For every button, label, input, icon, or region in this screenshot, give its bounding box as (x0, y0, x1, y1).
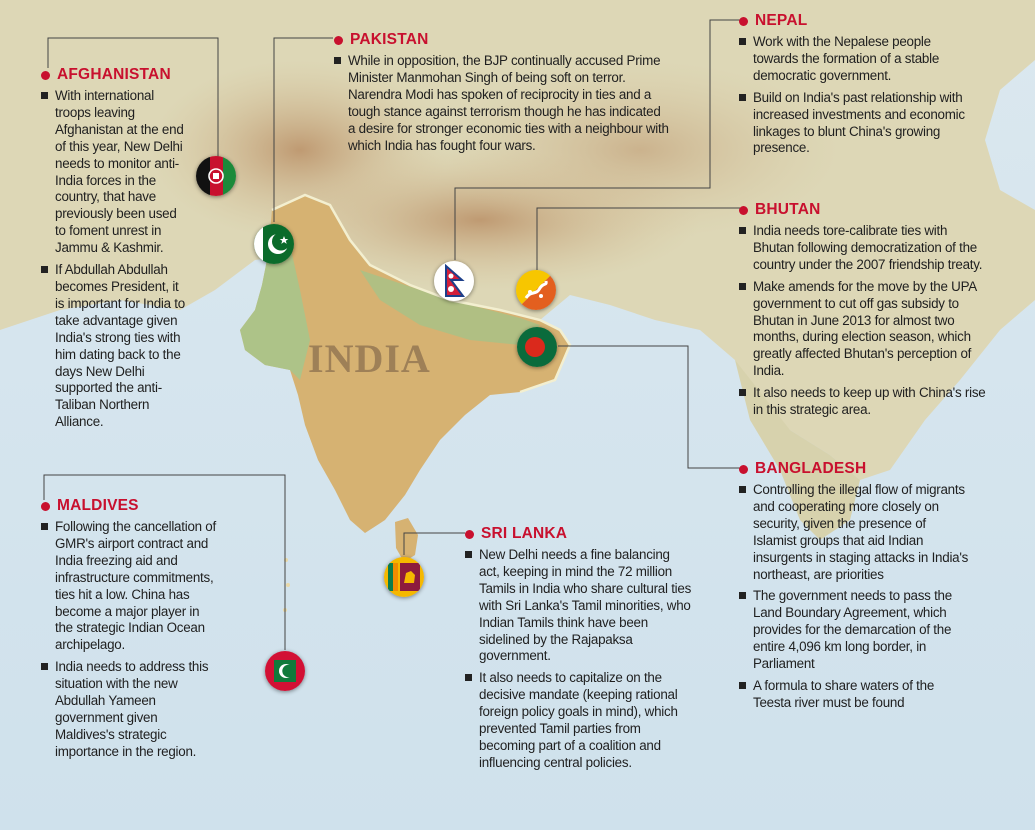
afghanistan-bullets (41, 88, 187, 431)
nepal-bullet-2: Build on India's past relationship with increased investments and economic linkages to blunt China's growing presence. (739, 90, 979, 158)
india-label: INDIA (308, 336, 431, 381)
bangladesh-flag-icon (517, 327, 557, 367)
bhutan-header (739, 201, 989, 219)
bullet-dot-icon (739, 206, 748, 215)
bullet-dot-icon (465, 530, 474, 539)
bhutan-bullet-3: It also needs to keep up with China's rise in this strategic area. (739, 385, 989, 419)
bangladesh-bullet-3: A formula to share waters of the Teesta river must be found (739, 678, 971, 712)
bangladesh-title: BANGLADESH (755, 460, 867, 477)
maldives-bullet-1: Following the cancellation of GMR's airport contract and India freezing aid and infrastructure commitments, ties hit a low. China has become a major player in the strategic Indian Ocean archipelago. (41, 519, 217, 654)
bhutan-bullets (739, 223, 989, 419)
bangladesh-bullets (739, 482, 971, 712)
nepal-flag-icon (434, 261, 474, 301)
bhutan-title: BHUTAN (755, 201, 821, 218)
pakistan-flag-icon (254, 224, 294, 264)
afghanistan-panel (41, 66, 187, 436)
bullet-dot-icon (739, 465, 748, 474)
maldives-atoll (286, 583, 290, 587)
pakistan-header (334, 31, 669, 49)
nepal-title: NEPAL (755, 12, 808, 29)
sri-lanka-bullet-2: It also needs to capitalize on the decisive mandate (keeping rational foreign policy goals in mind), which prevented Tamil parties from becoming part of a coalition and influencing central policies. (465, 670, 693, 771)
maldives-bullet-2: India needs to address this situation with the new Abdullah Yameen government given Maldives's strategic importance in the region. (41, 659, 217, 760)
bullet-dot-icon (739, 17, 748, 26)
bangladesh-bullet-1: Controlling the illegal flow of migrants and cooperating more closely on security, given the presence of Islamist groups that aid Indian insurgents in staging attacks in India's northeast, are priorities (739, 482, 971, 583)
bangladesh-bullet-2: The government needs to pass the Land Boundary Agreement, which provides for the demarcation of the entire 4,096 km long border, in Parliament (739, 588, 971, 673)
bhutan-panel (739, 201, 989, 424)
nepal-header (739, 12, 979, 30)
pakistan-title: PAKISTAN (350, 31, 429, 48)
sri-lanka-bullet-1: New Delhi needs a fine balancing act, keeping in mind the 72 million Tamils in India who share cultural ties with Sri Lanka's Tamil minorities, who Indian Tamils think have been sidelined by the Rajapaksa government. (465, 547, 693, 665)
sri-lanka-bullets (465, 547, 693, 772)
sri-lanka-header (465, 525, 693, 543)
bullet-dot-icon (41, 502, 50, 511)
bullet-dot-icon (334, 36, 343, 45)
maldives-title: MALDIVES (57, 497, 139, 514)
nepal-bullet-1: Work with the Nepalese people towards the formation of a stable democratic government. (739, 34, 979, 85)
sri-lanka-panel (465, 525, 693, 777)
nepal-panel (739, 12, 979, 162)
pakistan-bullets (334, 53, 669, 154)
bangladesh-panel (739, 460, 971, 717)
bullet-dot-icon (41, 71, 50, 80)
bhutan-bullet-2: Make amends for the move by the UPA government to cut off gas subsidy to Bhutan in June 2013 for almost two months, during election season, which greatly affected Bhutan's perception of India. (739, 279, 989, 380)
afghanistan-header (41, 66, 187, 84)
afghanistan-bullet-2: If Abdullah Abdullah becomes President, it is important for India to take advantage given India's strong ties with him dating back to the days New Delhi supported the anti-Taliban Northern Alliance. (41, 262, 187, 431)
bhutan-bullet-1: India needs tore-calibrate ties with Bhutan following democratization of the country under the 2007 friendship treaty. (739, 223, 989, 274)
maldives-header (41, 497, 217, 515)
pakistan-bullet-1: While in opposition, the BJP continually accused Prime Minister Manmohan Singh of being soft on terror. Narendra Modi has spoken of reciprocity in ties and a tough stance against terrorism though he has indicated a desire for stronger economic ties with a neighbour with which India has fought four wars. (334, 53, 669, 154)
bangladesh-header (739, 460, 971, 478)
nepal-bullets (739, 34, 979, 157)
bhutan-flag-icon (516, 270, 556, 310)
sri-lanka-flag-icon (384, 557, 424, 597)
afghanistan-bullet-1: With international troops leaving Afghanistan at the end of this year, New Delhi needs to monitor anti-India forces in the country, that have previously been used to foment unrest in Jammu & Kashmir. (41, 88, 187, 257)
sri-lanka-title: SRI LANKA (481, 525, 568, 542)
afghanistan-flag-icon (196, 156, 236, 196)
afghanistan-title: AFGHANISTAN (57, 66, 171, 83)
pakistan-panel (334, 31, 669, 159)
maldives-bullets (41, 519, 217, 761)
maldives-flag-icon (265, 651, 305, 691)
maldives-panel (41, 497, 217, 766)
